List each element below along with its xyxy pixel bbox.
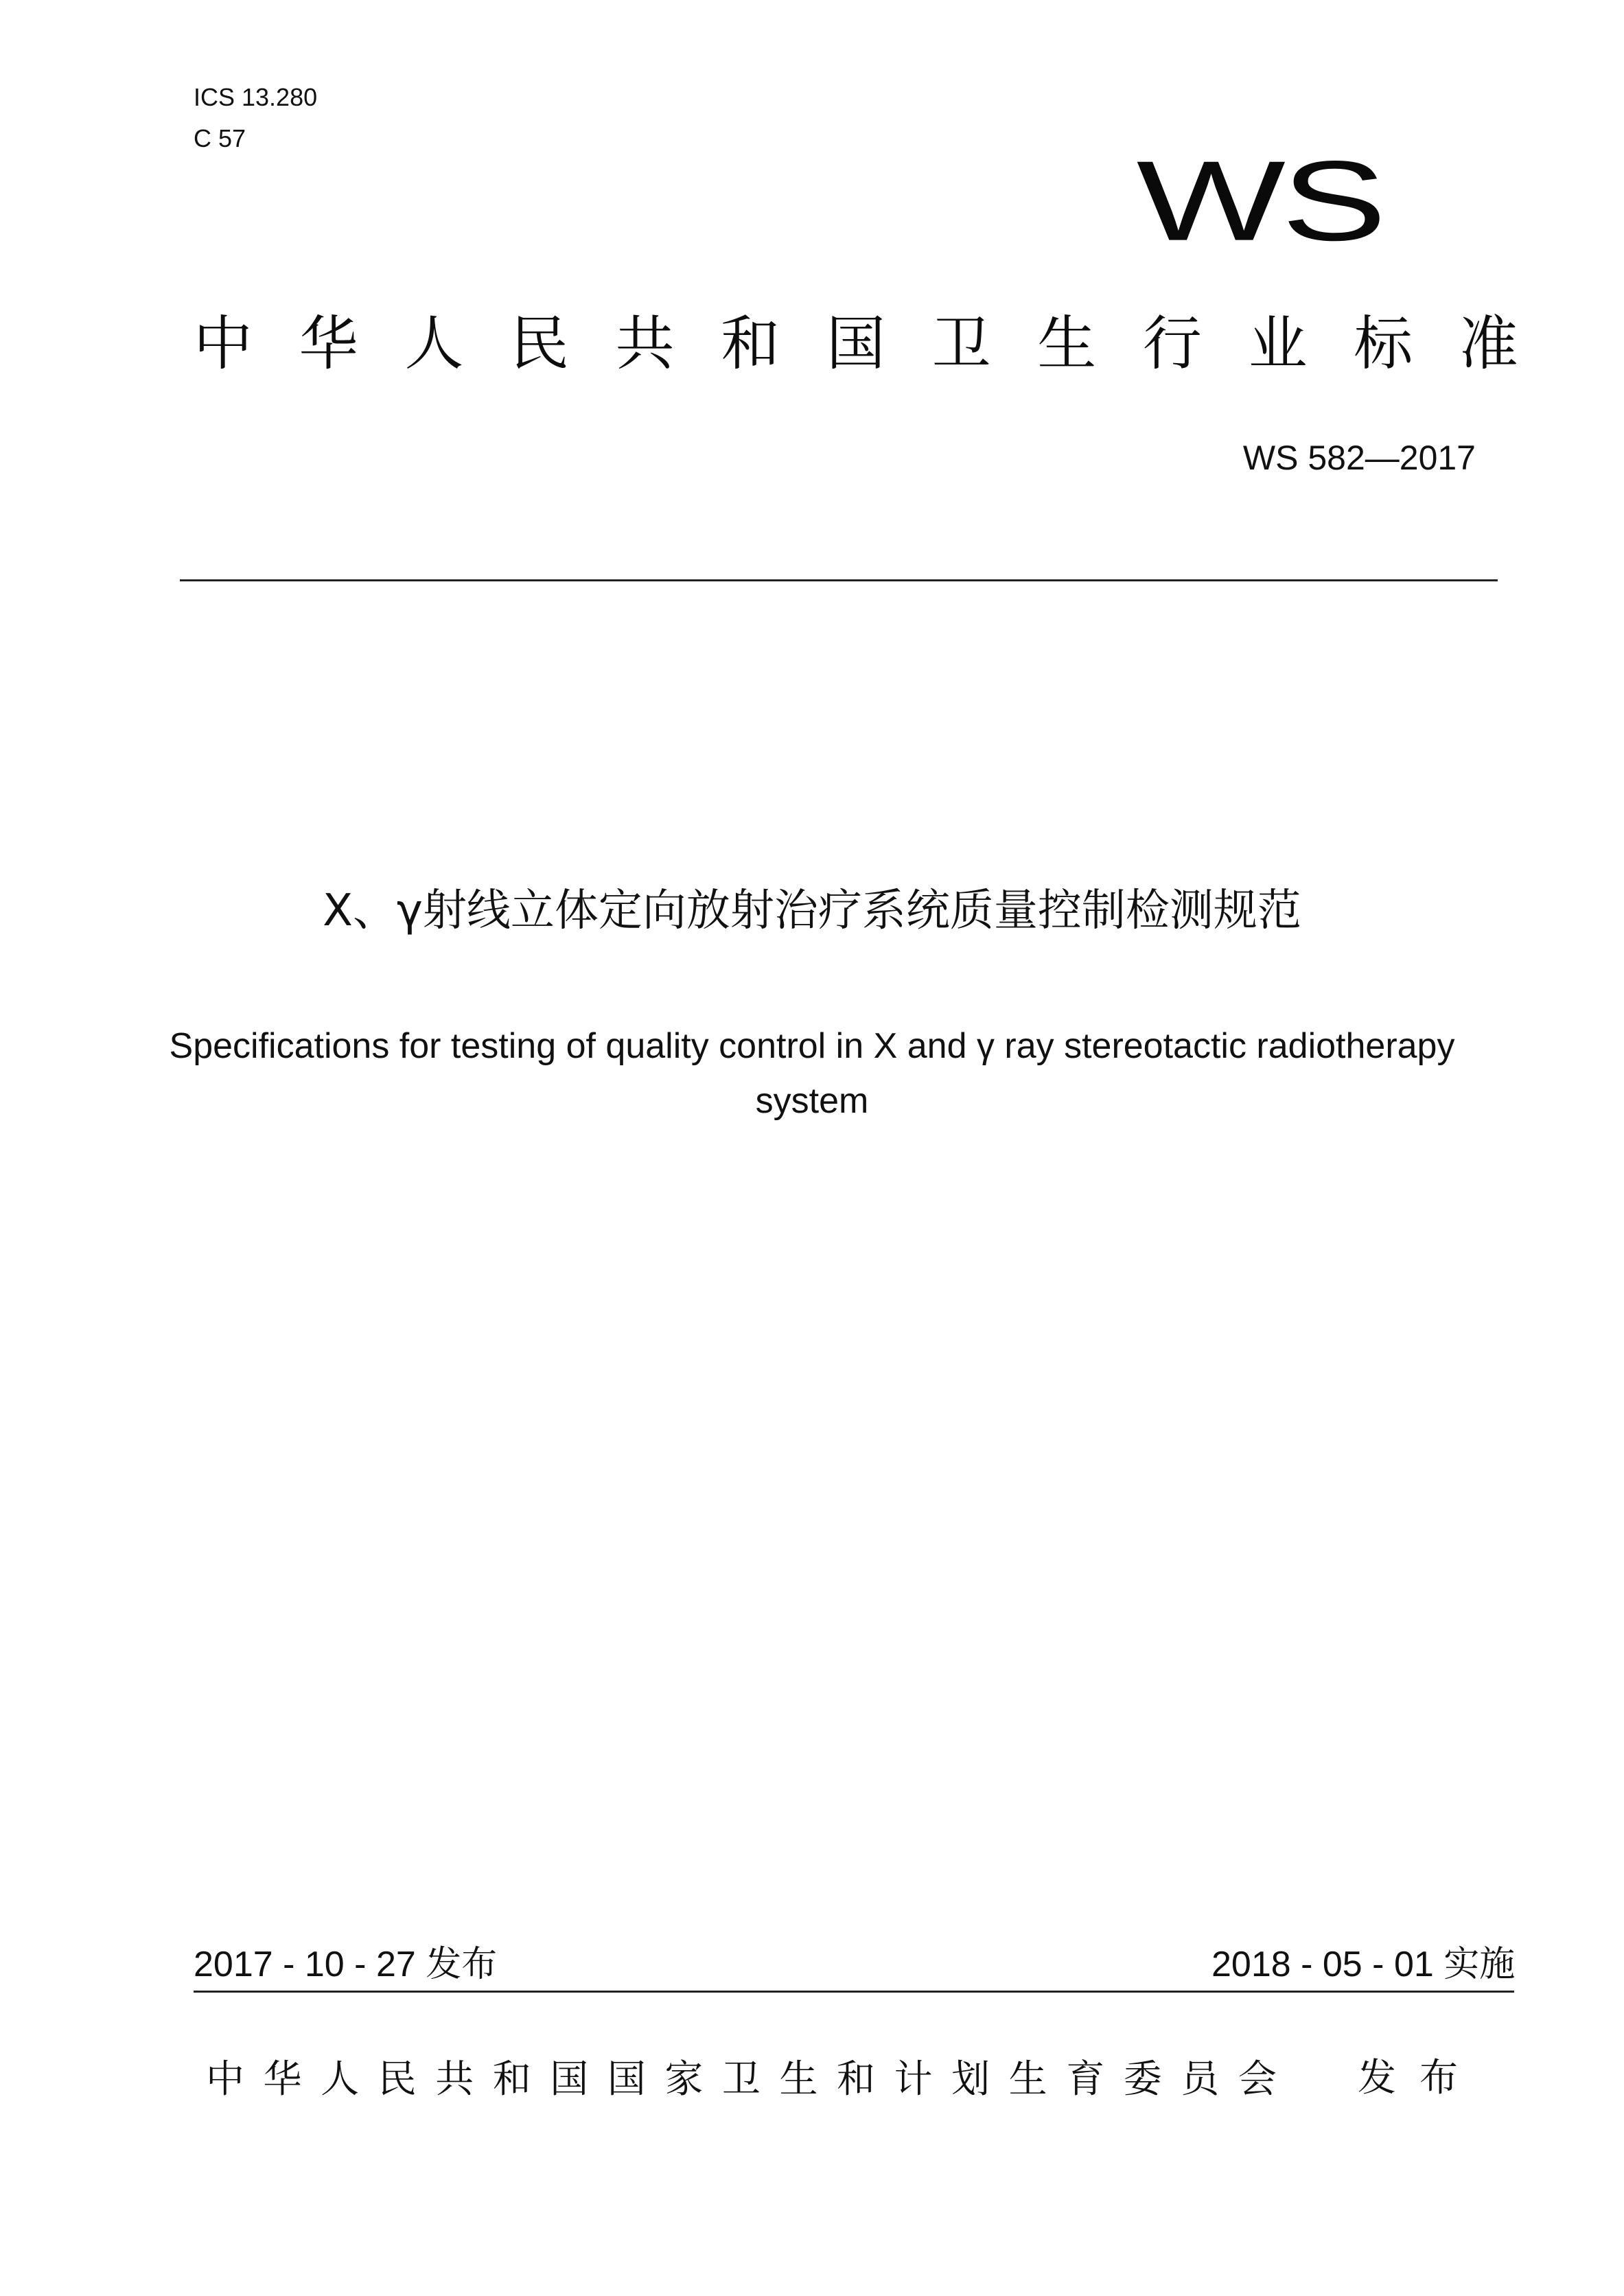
heading-char: 和	[492, 2057, 531, 2102]
heading-char: 国	[550, 2057, 589, 2102]
heading-char: 会	[1238, 2057, 1277, 2102]
heading-char: 共	[435, 2057, 474, 2102]
document-title-en	[158, 1019, 1466, 1128]
heading-char: 和	[837, 2057, 876, 2102]
heading-char: 民	[378, 2057, 417, 2102]
heading-char: 生	[1008, 2057, 1047, 2102]
heading-char: 业	[1248, 310, 1308, 378]
heading-char: 共	[615, 310, 675, 378]
heading-char: 家	[664, 2057, 704, 2102]
heading-char: 卫	[931, 310, 991, 378]
ccs-code: C 57	[194, 124, 246, 152]
bottom-rule	[194, 1991, 1514, 1993]
heading-char: 民	[509, 310, 569, 378]
heading-char: 国	[826, 310, 885, 378]
heading-char: 和	[721, 310, 780, 378]
top-rule	[180, 579, 1498, 581]
ws-logo: WS	[1136, 137, 1383, 264]
heading-char: 中	[206, 2057, 244, 2102]
implementation-date: 2018 - 05 - 01 实施	[1211, 1945, 1516, 1984]
heading-char: 中	[194, 310, 253, 378]
heading-char: 行	[1142, 310, 1202, 378]
document-title-zh: X、γ射线立体定向放射治疗系统质量控制检测规范	[323, 885, 1301, 936]
heading-char: 员	[1181, 2057, 1220, 2102]
heading-char: 育	[1066, 2057, 1105, 2102]
ics-code: ICS 13.280	[194, 83, 318, 111]
issue-date: 2017 - 10 - 27 发布	[194, 1945, 498, 1984]
heading-char: 生	[779, 2057, 818, 2102]
heading-char: 计	[894, 2057, 933, 2102]
heading-char: 国	[607, 2057, 646, 2102]
heading-char: 生	[1037, 310, 1097, 378]
heading-char: 委	[1123, 2057, 1162, 2102]
document-title-en-line2: system	[755, 1081, 869, 1121]
heading-char: 卫	[721, 2057, 761, 2102]
document-title-en-line1: Specifications for testing of quality control in X and γ ray stereotactic radiotherapy	[169, 1026, 1455, 1066]
heading-char: 人	[321, 2057, 360, 2102]
heading-char: 准	[1459, 310, 1518, 378]
publisher	[206, 2057, 1277, 2102]
heading-char: 华	[263, 2057, 302, 2102]
issue-label: 发布	[1358, 2056, 1481, 2100]
heading-char: 标	[1354, 310, 1413, 378]
standard-number: WS 582—2017	[1242, 439, 1476, 477]
heading-char: 华	[299, 310, 358, 378]
heading-char: 人	[404, 310, 464, 378]
heading-char: 划	[951, 2057, 990, 2102]
standard-category	[194, 310, 1518, 378]
